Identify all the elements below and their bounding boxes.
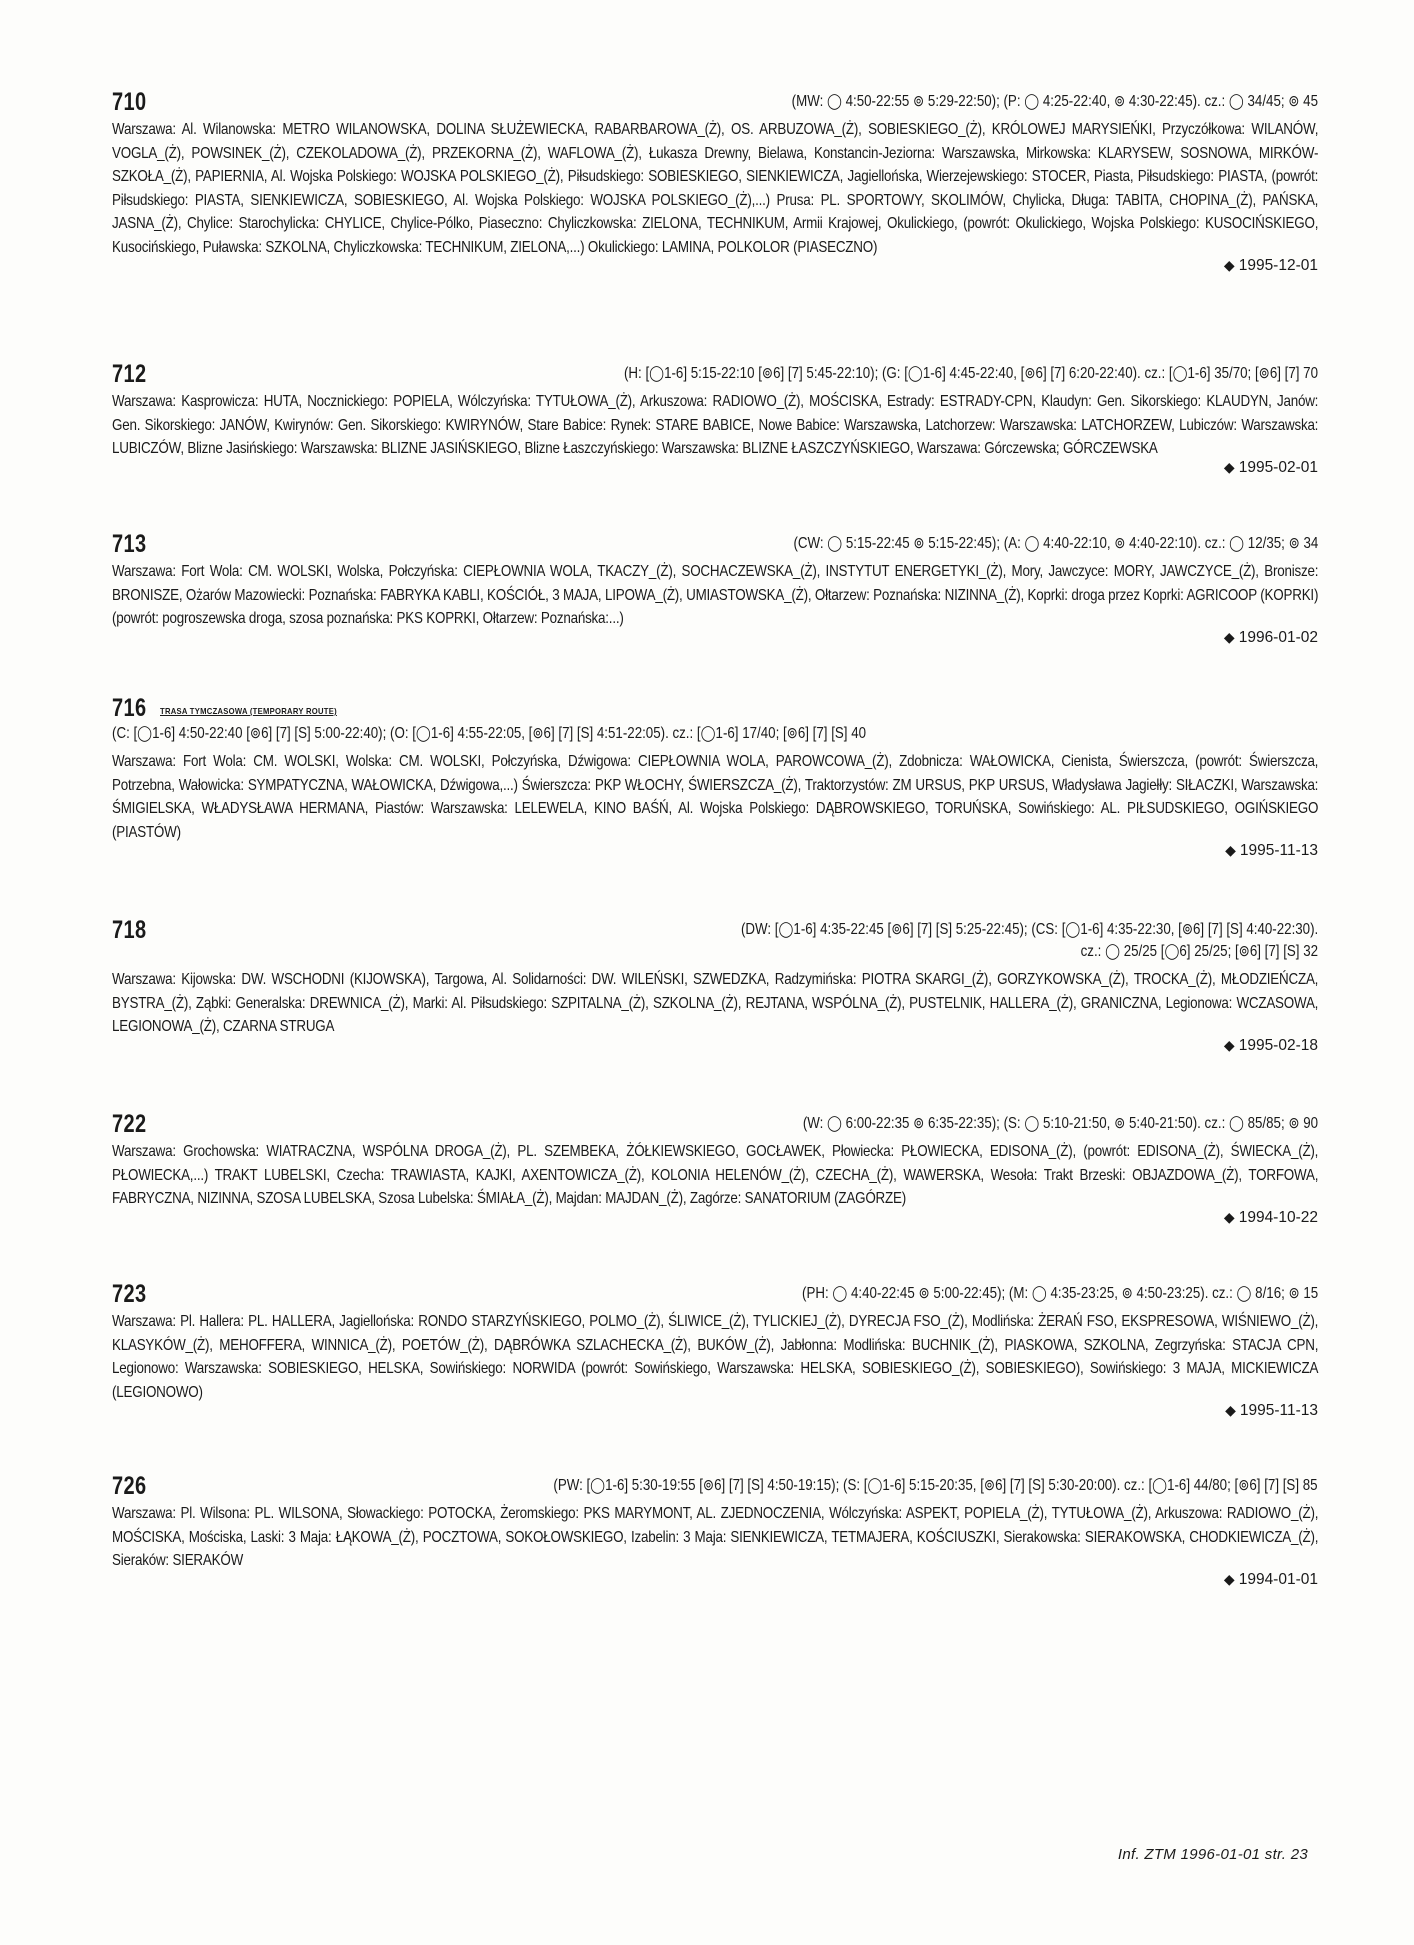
route-723 (112, 1280, 1318, 1420)
route-date: 1994-10-22 (1238, 1208, 1318, 1226)
route-716 (112, 694, 1318, 860)
diamond-icon: ◆ (1223, 1036, 1235, 1053)
diamond-icon: ◆ (1225, 842, 1236, 858)
route-description: Warszawa: Fort Wola: CM. WOLSKI, Wolska, Połczyńska: CIEPŁOWNIA WOLA, TKACZY_(Ż), SOCHACZEWSKA_(Ż), INSTYTUT ENERGETYKI_(Ż), Mory, Jawczyce: MORY, JAWCZYCE_(Ż), Bronisze: BRONISZE, Ożarów Mazowiecki: Poznańska: FABRYKA KABLI, KOŚCIÓŁ, 3 MAJA, LIPOWA_(Ż), UMIASTOWSKA_(Ż), Ołtarzew: Poznańska: NIZINNA_(Ż), Koprki: droga przez Koprki: AGRICOOP (KOPRKI) (powrót: pogroszewska droga, szosa poznańska: PKS KOPRKI, Ołtarzew: Poznańska:...) (112, 563, 1319, 627)
route-date: 1996-01-02 (1238, 628, 1318, 646)
route-number: 713 (112, 530, 147, 558)
route-718 (112, 916, 1318, 1055)
diamond-icon: ◆ (1223, 628, 1235, 645)
route-713 (112, 530, 1318, 647)
diamond-icon: ◆ (1223, 1208, 1235, 1225)
route-schedule-capacity: cz.: ◯ 25/25 [◯6] 25/25; [⊚6] [7] [S] 32 (1080, 943, 1318, 960)
route-date: 1994-01-01 (1238, 1570, 1318, 1588)
route-712 (112, 360, 1318, 477)
diamond-icon: ◆ (1223, 257, 1235, 273)
route-number: 723 (112, 1280, 147, 1308)
temporary-route-label: TRASA TYMCZASOWA (TEMPORARY ROUTE) (160, 706, 337, 716)
route-date: 1995-12-01 (1238, 257, 1318, 274)
route-number: 716 (112, 694, 147, 722)
route-description: Warszawa: Pl. Wilsona: PL. WILSONA, Słowackiego: POTOCKA, Żeromskiego: PKS MARYMONT, AL. ZJEDNOCZENIA, Wólczyńska: ASPEKT, POPIELA_(Ż), TYTUŁOWA_(Ż), Arkuszowa: RADIOWO_(Ż), MOŚCISKA, Mościska, Laski: 3 Maja: ŁĄKOWA_(Ż), POCZTOWA, SOKOŁOWSKIEGO, Izabelin: 3 Maja: SIENKIEWICZA, TETMAJERA, KOŚCIUSZKI, Sierakowska: SIERAKOWSKA, CHODKIEWICZA_(Ż), Sieraków: SIERAKÓW (112, 1505, 1319, 1569)
route-schedule: (W: ◯ 6:00-22:35 ⊚ 6:35-22:35); (S: ◯ 5:10-21:50, ⊚ 5:40-21:50). cz.: ◯ 85/85; ⊚ 90 (802, 1115, 1318, 1132)
route-description: Warszawa: Kijowska: DW. WSCHODNI (KIJOWSKA), Targowa, Al. Solidarności: DW. WILEŃSKI, SZWEDZKA, Radzymińska: PIOTRA SKARGI_(Ż), GORZYKOWSKA_(Ż), TROCKA_(Ż), MŁODZIEŃCZA, BYSTRA_(Ż), Ząbki: Generalska: DREWNICA_(Ż), Marki: Al. Piłsudskiego: SZPITALNA_(Ż), SZKOLNA_(Ż), REJTANA, WSPÓLNA_(Ż), PUSTELNIK, HALLERA_(Ż), GRANICZNA, Legionowa: WCZASOWA, LEGIONOWA_(Ż), CZARNA STRUGA (112, 971, 1319, 1035)
route-schedule: (PW: [◯1-6] 5:30-19:55 [⊚6] [7] [S] 4:50-19:15); (S: [◯1-6] 5:15-20:35, [⊚6] [7] [S] 5:30-20:00). cz.: [◯1-6] 44/80; [⊚6] [7] [S] 85 (553, 1477, 1318, 1494)
route-number: 710 (112, 88, 147, 116)
diamond-icon: ◆ (1223, 1570, 1235, 1587)
route-722 (112, 1110, 1318, 1227)
route-date: 1995-02-01 (1238, 458, 1318, 476)
route-description: Warszawa: Pl. Hallera: PL. HALLERA, Jagiellońska: RONDO STARZYŃSKIEGO, POLMO_(Ż), ŚLIWICE_(Ż), TYLICKIEJ_(Ż), DYRECJA FSO_(Ż), Modlińska: ŻERAŃ FSO, EKSPRESOWA, WIŚNIEWO_(Ż), KLASYKÓW_(Ż), MEHOFFERA, WINNICA_(Ż), POETÓW_(Ż), DĄBRÓWKA SZLACHECKA_(Ż), BUKÓW_(Ż), Jabłonna: Modlińska: BUCHNIK_(Ż), PIASKOWA, SZKOLNA, Zegrzyńska: STACJA CPN, Legionowo: Warszawska: SOBIESKIEGO, HELSKA, Sowińskiego: NORWIDA (powrót: Sowińskiego, Warszawska: HELSKA, SOBIESKIEGO_(Ż), SOBIESKIEGO), Sowińskiego: 3 MAJA, MICKIEWICZA (LEGIONOWO) (112, 1313, 1319, 1401)
route-schedule: (MW: ◯ 4:50-22:55 ⊚ 5:29-22:50); (P: ◯ 4:25-22:40, ⊚ 4:30-22:45). cz.: ◯ 34/45; ⊚ 45 (791, 93, 1318, 110)
page-footer: Inf. ZTM 1996-01-01 str. 23 (1117, 1846, 1308, 1863)
route-schedule: (DW: [◯1-6] 4:35-22:45 [⊚6] [7] [S] 5:25-22:45); (CS: [◯1-6] 4:35-22:30, [⊚6] [7] [S] 4:40-22:30). (740, 921, 1318, 938)
route-date: 1995-11-13 (1239, 842, 1318, 859)
route-schedule: (C: [◯1-6] 4:50-22:40 [⊚6] [7] [S] 5:00-22:40); (O: [◯1-6] 4:55-22:05, [⊚6] [7] [S] 4:51-22:05). cz.: [◯1-6] 17/40; [⊚6] [7] [S] 40 (112, 725, 867, 742)
route-schedule: (CW: ◯ 5:15-22:45 ⊚ 5:15-22:45); (A: ◯ 4:40-22:10, ⊚ 4:40-22:10). cz.: ◯ 12/35; ⊚ 34 (793, 535, 1318, 552)
route-number: 712 (112, 360, 147, 388)
route-number: 722 (112, 1110, 147, 1138)
route-number: 726 (112, 1472, 147, 1500)
route-schedule: (PH: ◯ 4:40-22:45 ⊚ 5:00-22:45); (M: ◯ 4:35-23:25, ⊚ 4:50-23:25). cz.: ◯ 8/16; ⊚ 15 (801, 1285, 1318, 1302)
route-description: Warszawa: Al. Wilanowska: METRO WILANOWSKA, DOLINA SŁUŻEWIECKA, RABARBAROWA_(Ż), OS. ARBUZOWA_(Ż), SOBIESKIEGO_(Ż), KRÓLOWEJ MARYSIEŃKI, Przyczółkowa: WILANÓW, VOGLA_(Ż), POWSINEK_(Ż), CZEKOLADOWA_(Ż), PRZEKORNA_(Ż), WAFLOWA_(Ż), Łukasza Drewny, Bielawa, Konstancin-Jeziorna: Warszawska, Mirkowska: KLARYSEW, SOSNOWA, MIRKÓW-SZKOŁA_(Ż), PAPIERNIA, Al. Wojska Polskiego: WOJSKA POLSKIEGO_(Ż), Piłsudskiego: SOBIESKIEGO, SIENKIEWICZA, Jagiellońska, Wierzejewskiego: STOCER, Piasta, Piłsudskiego: PIASTA, (powrót: Piłsudskiego: PIASTA, SIENKIEWICZA, SOBIESKIEGO, Al. Wojska Polskiego: WOJSKA POLSKIEGO_(Ż),...) Prusa: PL. SPORTOWY, SKOLIMÓW, Chylicka, Długa: TABITA, CHOPINA_(Ż), PAŃSKA, JASNA_(Ż), Chylice: Starochylicka: CHYLICE, Chylice-Pólko, Piaseczno: Chyliczkowska: ZIELONA, TECHNIKUM, Armii Krajowej, Okulickiego, (powrót: Okulickiego, Wojska Polskiego: KUSOCIŃSKIEGO, Kusocińskiego, Puławska: SZKOLNA, Chyliczkowska: TECHNIKUM, ZIELONA,...) Okulickiego: LAMINA, POLKOLOR (PIASECZNO) (112, 121, 1319, 256)
route-710 (112, 88, 1318, 275)
route-date: 1995-11-13 (1239, 1402, 1318, 1419)
route-description: Warszawa: Kasprowicza: HUTA, Nocznickiego: POPIELA, Wólczyńska: TYTUŁOWA_(Ż), Arkuszowa: RADIOWO_(Ż), MOŚCISKA, Estrady: ESTRADY-CPN, Klaudyn: Gen. Sikorskiego: KLAUDYN, Janów: Gen. Sikorskiego: JANÓW, Kwirynów: Gen. Sikorskiego: KWIRYNÓW, Stare Babice: Rynek: STARE BABICE, Nowe Babice: Warszawska, Latchorzew: Warszawska: LATCHORZEW, Lubiczów: Warszawska: LUBICZÓW, Blizne Jasińskiego: Warszawska: BLIZNE JASIŃSKIEGO, Blizne Łaszczyńskiego: Warszawska: BLIZNE ŁASZCZYŃSKIEGO, Warszawa: Górczewska; GÓRCZEWSKA (112, 393, 1319, 457)
route-726 (112, 1472, 1318, 1589)
route-description: Warszawa: Fort Wola: CM. WOLSKI, Wolska: CM. WOLSKI, Połczyńska, Dźwigowa: CIEPŁOWNIA WOLA, PAROWCOWA_(Ż), Zdobnicza: WAŁOWICKA, Cienista, Świerszcza, (powrót: Świerszcza, Potrzebna, Wałowicka: SYMPATYCZNA, WAŁOWICKA, Dźwigowa,...) Świerszcza: PKP WŁOCHY, ŚWIERSZCZA_(Ż), Traktorzystów: ZM URSUS, PKP URSUS, Władysława Jagiełły: SIŁACZKI, Warszawska: ŚMIGIELSKA, WŁADYSŁAWA HERMANA, Piastów: Warszawska: LELEWELA, KINO BAŚŃ, Al. Wojska Polskiego: DĄBROWSKIEGO, TORUŃSKA, Sowińskiego: AL. PIŁSUDSKIEGO, OGIŃSKIEGO (PIASTÓW) (112, 753, 1319, 841)
route-description: Warszawa: Grochowska: WIATRACZNA, WSPÓLNA DROGA_(Ż), PL. SZEMBEKA, ŻÓŁKIEWSKIEGO, GOCŁAWEK, Płowiecka: PŁOWIECKA, EDISONA_(Ż), (powrót: EDISONA_(Ż), ŚWIECKA_(Ż), PŁOWIECKA,...) TRAKT LUBELSKI, Czecha: TRAWIASTA, KAJKI, AXENTOWICZA_(Ż), KOLONIA HELENÓW_(Ż), CZECHA_(Ż), WAWERSKA, Wesoła: Trakt Brzeski: OBJAZDOWA_(Ż), TORFOWA, FABRYCZNA, NIZINNA, SZOSA LUBELSKA, Szosa Lubelska: ŚMIAŁA_(Ż), Majdan: MAJDAN_(Ż), Zagórze: SANATORIUM (ZAGÓRZE) (112, 1143, 1319, 1207)
route-number: 718 (112, 916, 147, 944)
route-schedule: (H: [◯1-6] 5:15-22:10 [⊚6] [7] 5:45-22:10); (G: [◯1-6] 4:45-22:40, [⊚6] [7] 6:20-22:40). cz.: [◯1-6] 35/70; [⊚6] [7] 70 (623, 365, 1318, 382)
route-date: 1995-02-18 (1238, 1036, 1318, 1054)
diamond-icon: ◆ (1225, 1402, 1236, 1418)
diamond-icon: ◆ (1223, 458, 1235, 475)
